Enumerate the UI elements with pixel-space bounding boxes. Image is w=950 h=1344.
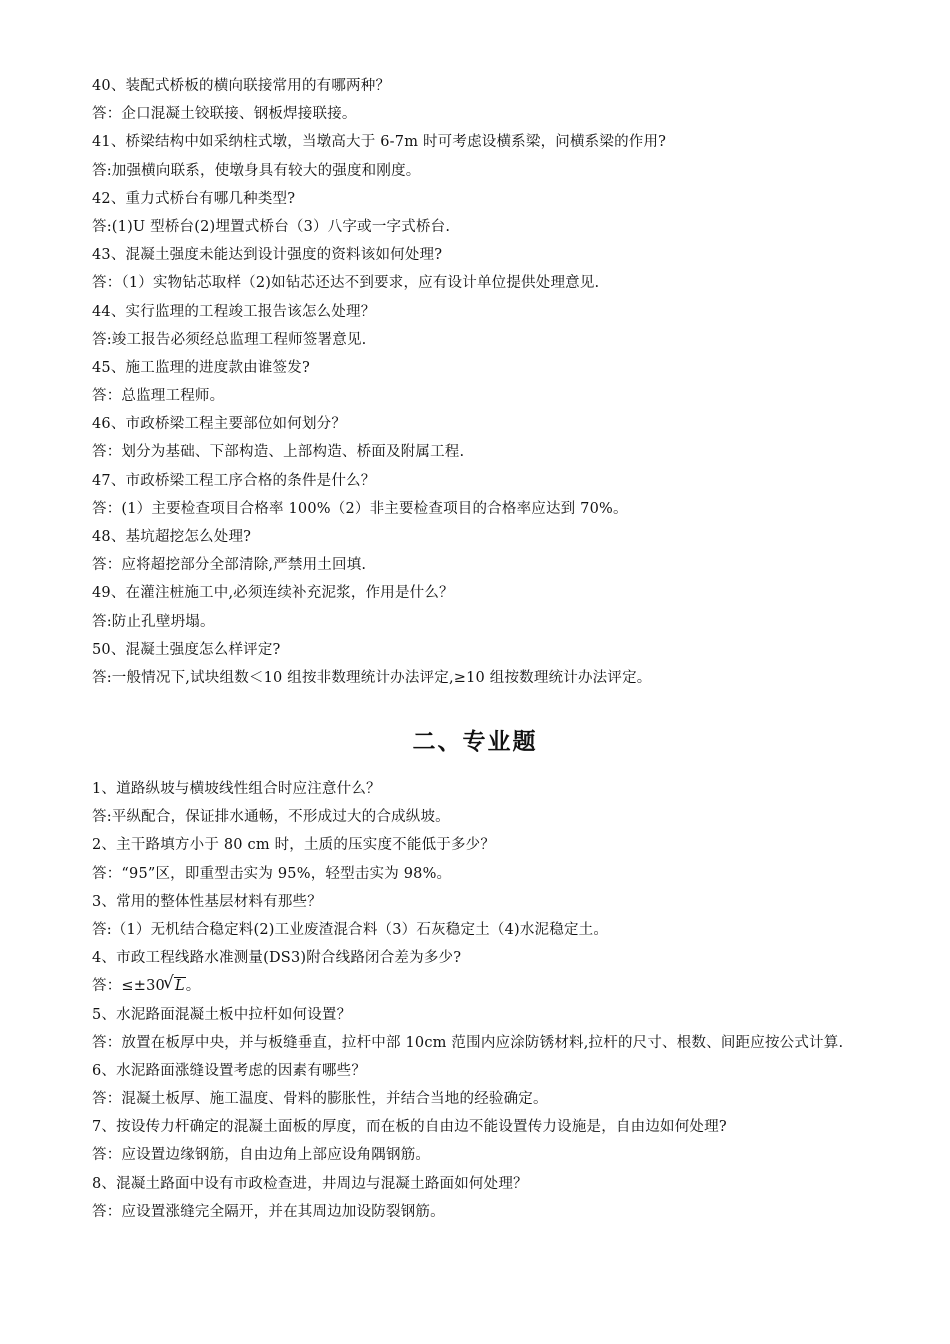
question-1: 1、道路纵坡与横坡线性组合时应注意什么？	[92, 781, 381, 797]
answer-45: 答：总监理工程师。	[92, 388, 225, 405]
answer-41: 答:加强横向联系，使墩身具有较大的强度和刚度。	[92, 162, 421, 179]
answer-3: 答:（1）无机结合稳定料(2)工业废渣混合料（3）石灰稳定土（4)水泥稳定土。	[92, 921, 609, 938]
answer-7: 答：应设置边缘钢筋，自由边角上部应设角隅钢筋。	[92, 1147, 431, 1164]
question-44: 44、实行监理的工程竣工报告该怎么处理？	[92, 303, 376, 320]
qa-section-professional	[92, 775, 872, 1226]
question-46: 46、市政桥梁工程主要部位如何划分？	[92, 416, 347, 433]
question-8: 8、混凝土路面中设有市政检查进，井周边与混凝土路面如何处理？	[92, 1175, 528, 1192]
answer-4	[92, 972, 872, 1000]
answer-43: 答：（1）实物钻芯取样（2)如钻芯还达不到要求，应有设计单位提供处理意见.	[92, 275, 600, 292]
answer-6: 答：混凝土板厚、施工温度、骨料的膨胀性，并结合当地的经验确定。	[92, 1091, 548, 1108]
answer-4-prefix: 答：≤±30	[92, 978, 165, 995]
question-47: 47、市政桥梁工程工序合格的条件是什么？	[92, 472, 376, 489]
answer-4-suffix: 。	[185, 978, 201, 995]
question-5: 5、水泥路面混凝土板中拉杆如何设置？	[92, 1006, 352, 1023]
question-2: 2、主干路填方小于 80 cm 时，土质的压实度不能低于多少？	[92, 837, 496, 854]
answer-48: 答：应将超挖部分全部清除,严禁用土回填.	[92, 557, 367, 574]
answer-2: 答：“95”区，即重型击实为 95%，轻型击实为 98%。	[92, 865, 452, 882]
answer-40: 答：企口混凝土铰联接、钢板焊接联接。	[92, 106, 357, 123]
answer-46: 答：划分为基础、下部构造、上部构造、桥面及附属工程.	[92, 444, 465, 461]
answer-5: 答：放置在板厚中央，并与板缝垂直，拉杆中部 10cm 范围内应涂防锈材料,拉杆的尺寸、根数、间距应按公式计算.	[92, 1034, 844, 1051]
answer-49: 答:防止孔壁坍塌。	[92, 613, 215, 630]
sqrt-radicand: L	[174, 978, 185, 995]
question-4: 4、市政工程线路水准测量(DS3)附合线路闭合差为多少?	[92, 950, 462, 967]
question-7: 7、按设传力杆确定的混凝土面板的厚度，而在板的自由边不能设置传力设施是，自由边如何处理?	[92, 1119, 727, 1136]
question-48: 48、基坑超挖怎么处理?	[92, 529, 252, 545]
answer-42: 答:(1)U 型桥台(2)埋置式桥台（3）八字或一字式桥台.	[92, 218, 451, 235]
answer-50: 答:一般情况下,试块组数＜10 组按非数理统计办法评定,≥10 组按数理统计办法评定。	[92, 669, 652, 686]
question-43: 43、混凝土强度未能达到设计强度的资料该如何处理?	[92, 247, 443, 264]
answer-8: 答：应设置涨缝完全隔开，并在其周边加设防裂钢筋。	[92, 1203, 445, 1220]
answer-1: 答:平纵配合，保证排水通畅，不形成过大的合成纵坡。	[92, 809, 450, 826]
question-40: 40、装配式桥板的横向联接常用的有哪两种？	[92, 78, 391, 94]
sqrt-symbol	[165, 972, 186, 1000]
question-41: 41、桥梁结构中如采纳柱式墩，当墩高大于 6-7m 时可考虑设横系梁，问横系梁的作用?	[92, 134, 667, 151]
answer-47: 答：(1）主要检查项目合格率 100%（2）非主要检查项目的合格率应达到 70%。	[92, 500, 628, 517]
question-3: 3、常用的整体性基层材料有那些？	[92, 893, 322, 910]
section-heading: 二、专业题	[412, 729, 538, 755]
question-45: 45、施工监理的进度款由谁签发?	[92, 359, 310, 376]
qa-section-general	[92, 72, 872, 692]
question-6: 6、水泥路面涨缝设置考虑的因素有哪些？	[92, 1062, 367, 1079]
answer-44: 答:竣工报告必须经总监理工程师签署意见.	[92, 331, 367, 348]
question-50: 50、混凝土强度怎么样评定?	[92, 641, 281, 658]
question-49: 49、在灌注桩施工中,必须连续补充泥浆，作用是什么？	[92, 585, 454, 602]
question-42: 42、重力式桥台有哪几种类型?	[92, 190, 296, 207]
